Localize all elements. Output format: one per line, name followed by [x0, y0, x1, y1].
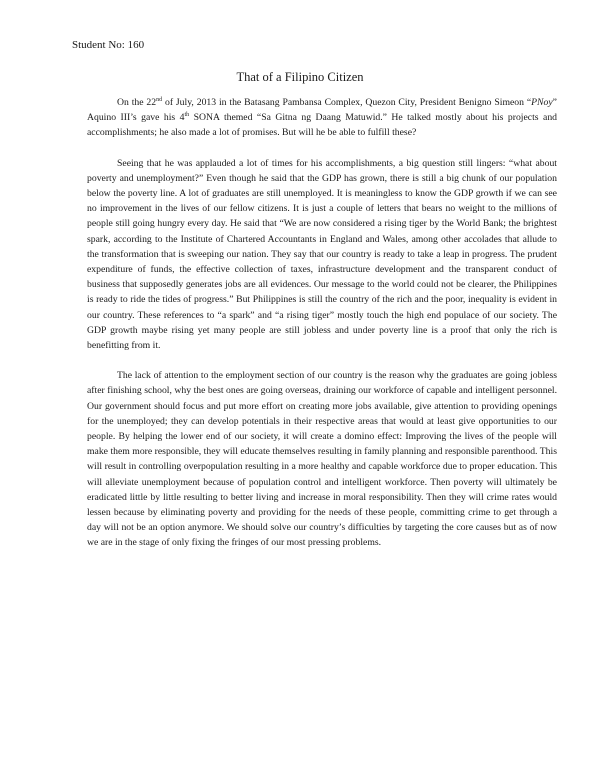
p1-superscript-th: th [184, 111, 190, 118]
student-number-header: Student No: 160 [72, 39, 145, 51]
p1-text-b: of July, 2013 in the Batasang Pambansa Complex, Quezon City, President Benigno Simeon “ [162, 97, 532, 108]
p1-text-a: On the 22 [117, 97, 157, 108]
document-title: That of a Filipino Citizen [236, 70, 364, 84]
document-body [87, 95, 557, 566]
paragraph-2: Seeing that he was applauded a lot of times for his accomplishments, a big question still lingers: “what about poverty and unemployment?” Even though he said that the GDP has grown, there is still a big chunk of our population below the poverty line. A lot of graduates are still unemployed. It is meaningless to know the GDP growth if we can see no improvement in the lives of our fellow citizens. It is just a couple of letters that bears no weight to the millions of people still going hungry every day. He said that “We are now considered a rising tiger by the World Bank; the brightest spark, according to the Institute of Chartered Accountants in England and Wales, among other accolades that allude to the transformation that is sweeping our nation. They say that our country is ready to take a leap in progress. The prudent expenditure of funds, the effective collection of taxes, infrastructure development and the transparent conduct of business that supposedly generates jobs are all evidences. Our message to the world could not be clearer, the Philippines is ready to ride the tides of progress.” But Philippines is still the country of the rich and the poor, inequality is evident in our country. These references to “a spark” and “a rising tiger” mostly touch the high end populace of our society. The GDP growth maybe rising yet many people are still jobless and under poverty line is a proof that only the rich is benefitting from it. [87, 157, 557, 352]
p1-text-c: ” Aquino III’s gave his 4 [87, 97, 557, 124]
p1-nickname-italic: PNoy [531, 97, 553, 108]
p1-superscript-nd: nd [156, 96, 163, 103]
paragraph-3: The lack of attention to the employment section of our country is the reason why the graduates are going jobless after finishing school, why the best ones are going overseas, draining our workforce of capable and intelligent personnel. Our government should focus and put more effort on creating more jobs available, give attention to providing openings for the unemployed; they can develop potentials in their respective areas that would at least give opportunities to our people. By helping the lower end of our society, it will create a domino effect: Improving the lives of the people will make them more responsible, they will educate themselves resulting in family planning and responsible parenthood. This will result in controlling overpopulation resulting in a more healthy and capable workforce due to proper education. This will alleviate unemployment because of population control and intelligent workforce. Then poverty will ultimately be eradicated little by little resulting to better living and increase in moral responsibility. Then they will crime rates would lessen because by eliminating poverty and providing for the needs of these people, committing crime to get through a day will not be an option anymore. We should solve our country’s difficulties by targeting the core causes but as of now we are in the stage of only fixing the fringes of our most pressing problems. [87, 370, 557, 549]
paragraph-1 [87, 95, 557, 141]
p1-text-d: SONA themed “Sa Gitna ng Daang Matuwid.” He talked mostly about his projects and accomplishments; he also made a lot of promises. But will he be able to fulfill these? [87, 112, 558, 139]
